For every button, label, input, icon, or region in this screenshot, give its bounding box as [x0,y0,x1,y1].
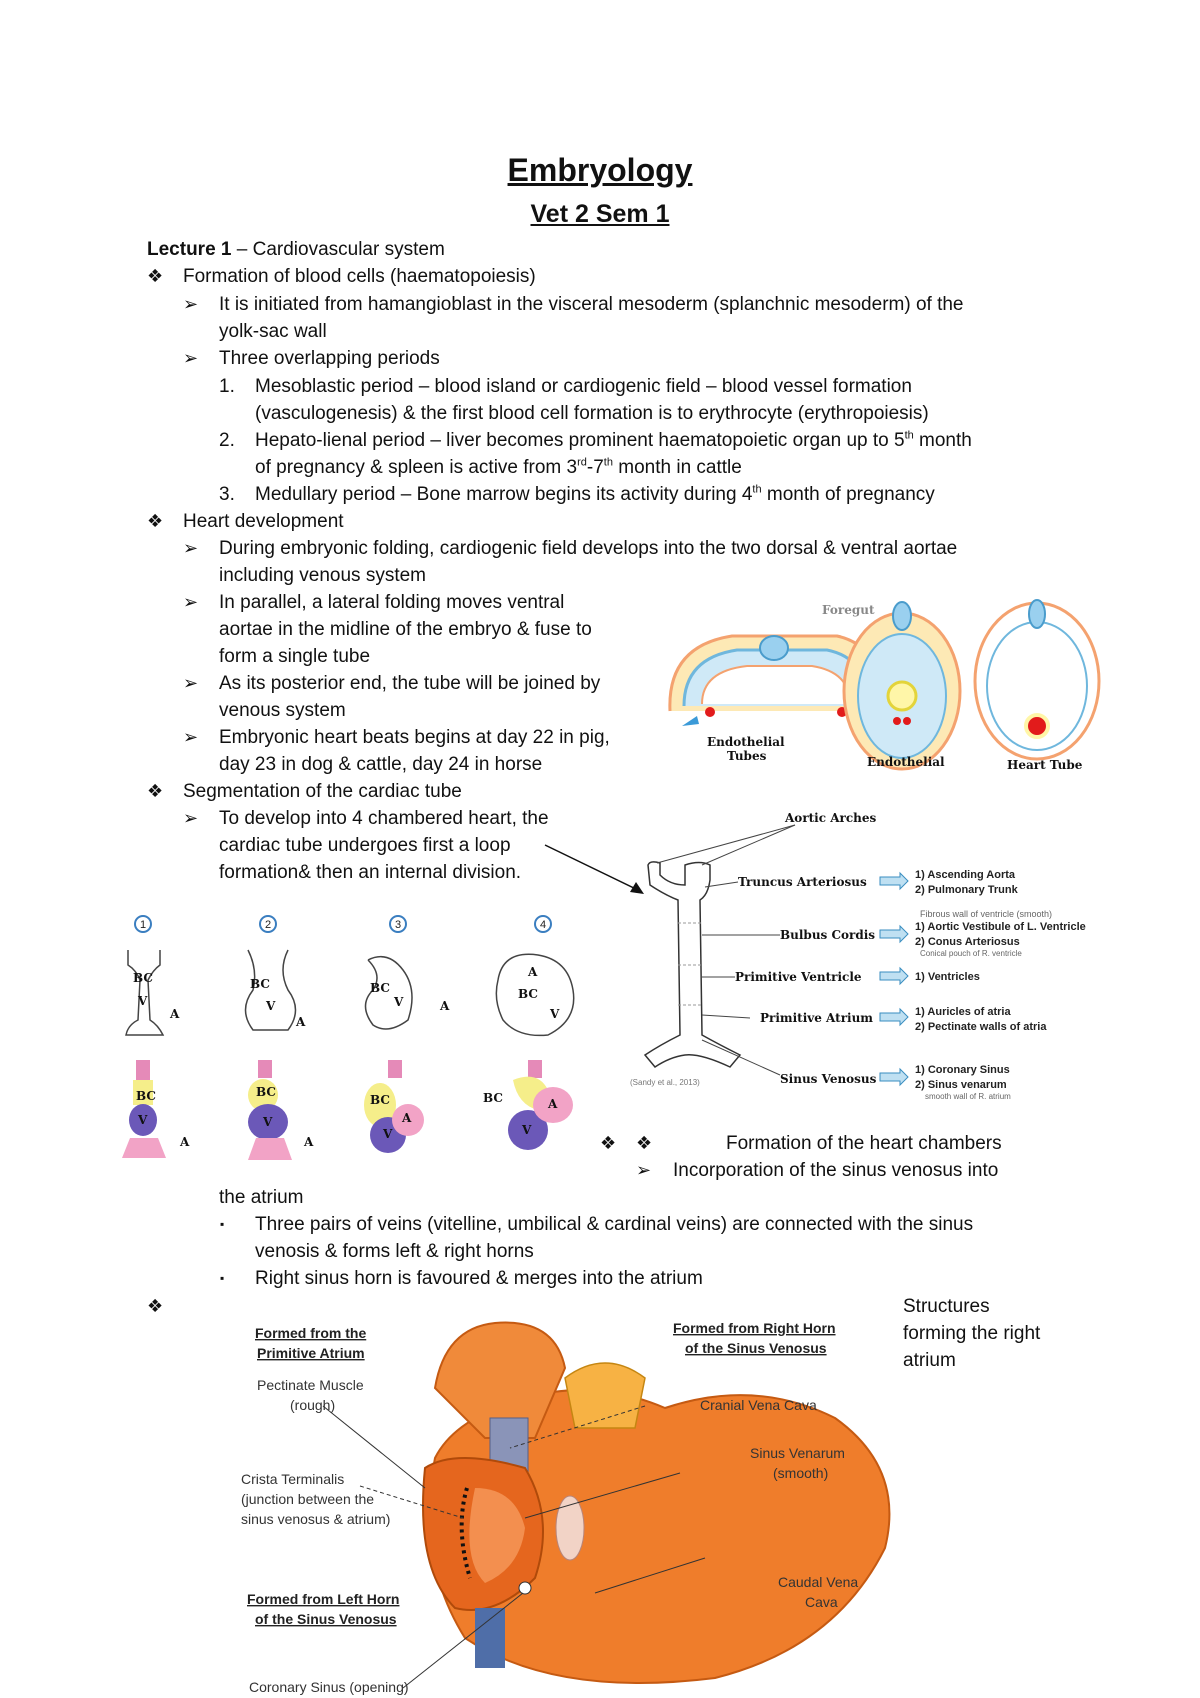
section-haematopoiesis-heading: Formation of blood cells (haematopoiesis) [183,266,536,287]
text-line: cardiac tube undergoes first a loop [219,835,511,856]
label-bc: BC [256,1085,276,1099]
loop-stage-1 [126,916,180,1035]
text-fragment: month in cattle [612,457,742,478]
lecture-topic: – Cardiovascular system [231,239,445,260]
superscript: th [603,456,613,469]
truncus-shape [258,1060,272,1078]
stage-number: 4 [540,919,547,931]
label-bc: BC [250,977,270,991]
blue-arrow-icon [880,1009,908,1025]
diamond-bullet-icon: ❖ [636,1133,653,1153]
text-line: including venous system [219,565,426,586]
label-a: A [304,1135,314,1149]
text-line: In parallel, a lateral folding moves ventral [219,592,565,613]
valve-shape [556,1496,584,1560]
heart-tube-segments-figure [630,805,1100,1105]
label-v: V [266,999,276,1013]
label-aortic-arches: Aortic Arches [785,811,877,825]
label-primitive-atrium: Primitive Atrium [760,1011,873,1025]
label-truncus-arteriosus: Truncus Arteriosus [738,875,867,889]
label-formed-primitive-atrium: Primitive Atrium [257,1345,365,1361]
blue-arrow-icon [880,926,908,942]
text-line: Three pairs of veins (vitelline, umbilical & cardinal veins) are connected with the sinus [255,1214,974,1235]
text-line: Embryonic heart beats begins at day 22 in pig, [219,727,610,748]
lecture-number: Lecture 1 [147,239,232,260]
label-pectinate-muscle: (rough) [290,1397,336,1413]
text-line: venous system [219,700,346,721]
label-foregut: Foregut [822,603,875,617]
text-fragment: Medullary period – Bone marrow begins its activity during 4 [255,484,753,505]
text-line: During embryonic folding, cardiogenic field develops into the two dorsal & ventral aortae [219,538,958,559]
arrow-bullet-icon: ➢ [183,727,199,747]
label-a: A [170,1007,180,1021]
neural-tube-shape [893,602,911,630]
label-bc: BC [370,1093,390,1107]
derivative-text: 2) Conus Arteriosus [915,936,1020,948]
square-bullet-icon: ▪ [220,1271,225,1285]
caudal-vessel-shape [475,1608,505,1668]
diamond-bullet-icon: ❖ [147,781,164,801]
side-caption-line: atrium [903,1350,956,1371]
heart-tube-outline [645,862,740,1067]
label-crista-terminalis: Crista Terminalis [241,1471,345,1487]
label-coronary-sinus: Coronary Sinus (opening) [249,1679,409,1695]
diamond-bullet-icon: ❖ [147,511,164,531]
arrow-bullet-icon: ➢ [183,538,199,558]
label-v: V [138,994,148,1008]
label-formed-left-horn: Formed from Left Horn [247,1591,400,1607]
derivative-text: 1) Auricles of atria [915,1006,1011,1018]
text-line [255,482,935,507]
loop-stage-3 [366,916,451,1029]
label-v: V [138,1113,148,1127]
derivative-text: 1) Coronary Sinus [915,1064,1010,1076]
label-crista-terminalis: (junction between the [241,1491,375,1507]
loop-colour-3 [364,1060,424,1153]
label-formed-right-horn: of the Sinus Venosus [685,1340,827,1356]
label-endothelial-tubes: Tubes [727,749,767,763]
text-line: Incorporation of the sinus venosus into [673,1160,999,1181]
diamond-bullet-icon: ❖ [147,266,164,286]
section-heart-chambers-heading: Formation of the heart chambers [726,1133,1002,1154]
text-line [255,455,742,480]
label-bulbus-cordis: Bulbus Cordis [780,928,876,942]
label-crista-terminalis: sinus venosus & atrium) [241,1511,391,1527]
leader-line [702,1015,750,1018]
label-formed-primitive-atrium: Formed from the [255,1325,367,1341]
text-line: formation& then an internal division. [219,862,522,883]
label-a: A [402,1111,412,1125]
derivative-text: 2) Sinus venarum [915,1079,1007,1091]
label-v: V [522,1123,532,1137]
truncus-shape [388,1060,402,1078]
text-line: Three overlapping periods [219,348,440,369]
derivative-note: Fibrous wall of ventricle (smooth) [920,909,1053,919]
text-line [255,428,972,453]
neural-tube-shape [1029,600,1045,628]
label-sinus-venosus: Sinus Venosus [780,1072,877,1086]
stage-number: 1 [140,919,147,931]
label-bc: BC [483,1091,503,1105]
text-fragment: month of pregnancy [761,484,935,505]
side-caption-line: forming the right [903,1323,1041,1344]
label-formed-right-horn: Formed from Right Horn [673,1320,836,1336]
endothelial-tube-mark [903,717,911,725]
text-line: venosis & forms left & right horns [255,1241,534,1262]
inner-cavity [702,666,850,704]
derivative-note: Conical pouch of R. ventricle [920,949,1022,958]
derivative-text: 1) Aortic Vestibule of L. Ventricle [915,921,1086,933]
text-line: Right sinus horn is favoured & merges into the atrium [255,1268,703,1289]
label-sinus-venarum: Sinus Venarum [750,1445,845,1461]
label-a: A [180,1135,190,1149]
label-bc: BC [518,987,538,1001]
leader-line [657,825,795,863]
label-a: A [548,1097,558,1111]
diamond-bullet-icon: ❖ [147,1296,164,1316]
label-v: V [263,1115,273,1129]
arrow-bullet-icon: ➢ [183,348,199,368]
derivative-note: smooth wall of R. atrium [925,1092,1011,1101]
label-bc: BC [370,981,390,995]
endothelial-tube-mark [893,717,901,725]
arrow-bullet-icon: ➢ [183,592,199,612]
arrow-bullet-icon: ➢ [183,673,199,693]
text-line: To develop into 4 chambered heart, the [219,808,549,829]
loop-stage-2 [246,916,307,1030]
text-fragment: of pregnancy & spleen is active from 3 [255,457,578,478]
list-number: 1. [219,376,235,397]
lecture-heading [147,237,445,262]
label-a: A [528,965,538,979]
text-line: As its posterior end, the tube will be joined by [219,673,601,694]
arrow-bullet-icon: ➢ [183,808,199,828]
stage-number: 3 [395,919,402,931]
label-primitive-ventricle: Primitive Ventricle [735,970,862,984]
label-caudal-vena-cava: Caudal Vena [778,1574,859,1590]
superscript: th [752,483,762,496]
text-line: the atrium [219,1187,304,1208]
tube-sketch [126,950,163,1035]
label-endothelial: Endothelial [867,755,945,769]
loop-colour-1 [122,1060,190,1158]
foregut-shape [888,682,916,710]
pointer-line [545,845,638,890]
label-sinus-venarum: (smooth) [773,1465,829,1481]
label-bc: BC [136,1089,156,1103]
heart-tube-shape [1026,715,1048,737]
pulmonary-shape [565,1363,645,1428]
loop-colour-4 [483,1060,573,1150]
label-endothelial-tubes: Endothelial [707,735,785,749]
text-fragment: Hepato-lienal period – liver becomes prominent haematopoietic organ up to 5 [255,430,905,451]
text-fragment: -7 [586,457,604,478]
endothelial-tube-mark [705,707,715,717]
list-number: 2. [219,430,235,451]
label-v: V [383,1127,393,1141]
text-line: yolk-sac wall [219,321,327,342]
derivative-text: 1) Ascending Aorta [915,869,1016,881]
derivative-text: 2) Pulmonary Trunk [915,884,1018,896]
heart-looping-figure [118,910,584,1180]
atrium-shape [122,1138,166,1158]
label-a: A [296,1015,306,1029]
text-line: day 23 in dog & cattle, day 24 in horse [219,754,543,775]
atrium-shape [248,1138,292,1160]
label-v: V [394,995,404,1009]
label-pectinate-muscle: Pectinate Muscle [257,1377,364,1393]
arrow-bullet-icon: ➢ [183,294,199,314]
side-caption-line: Structures [903,1296,990,1317]
label-cranial-vena-cava: Cranial Vena Cava [700,1397,817,1413]
list-number: 3. [219,484,235,505]
text-line: Mesoblastic period – blood island or cardiogenic field – blood vessel formation [255,376,912,397]
derivative-text: 1) Ventricles [915,971,980,983]
blue-arrow-icon [880,873,908,889]
label-caudal-vena-cava: Cava [805,1594,838,1610]
truncus-shape [528,1060,542,1078]
label-formed-left-horn: of the Sinus Venosus [255,1611,397,1627]
superscript: th [904,429,914,442]
diamond-bullet-icon: ❖ [600,1133,617,1153]
section-segmentation-heading: Segmentation of the cardiac tube [183,781,462,802]
doc-subtitle: Vet 2 Sem 1 [530,200,670,228]
label-heart-tube: Heart Tube [1007,758,1083,772]
right-atrium-figure [235,1318,900,1698]
label-a: A [440,999,450,1013]
truncus-shape [136,1060,150,1080]
leader-line [702,825,795,865]
arrow-bullet-icon: ➢ [636,1160,652,1180]
label-bc: BC [133,971,153,985]
doc-title: Embryology [507,152,693,188]
loop-stage-4 [496,916,573,1035]
square-bullet-icon: ▪ [220,1217,225,1231]
derivative-text: 2) Pectinate walls of atria [915,1021,1047,1033]
figure-credit: (Sandy et al., 2013) [630,1078,700,1087]
text-line: (vasculogenesis) & the first blood cell formation is to erythrocyte (erythropoiesis) [255,403,929,424]
embryo-folding-figure [662,586,1104,777]
loop-colour-2 [248,1060,314,1160]
coronary-sinus-opening [519,1582,531,1594]
superscript: rd [577,456,587,469]
text-fragment: month [913,430,972,451]
blue-arrow-icon [880,968,908,984]
section-heart-development-heading: Heart development [183,511,344,532]
blue-arrow-icon [880,1069,908,1085]
text-line: form a single tube [219,646,371,667]
stage-number: 2 [265,919,272,931]
label-v: V [550,1007,560,1021]
text-line: It is initiated from hamangioblast in the visceral mesoderm (splanchnic mesoderm) of the [219,294,964,315]
neural-tube-shape [760,636,788,660]
text-line: aortae in the midline of the embryo & fuse to [219,619,592,640]
